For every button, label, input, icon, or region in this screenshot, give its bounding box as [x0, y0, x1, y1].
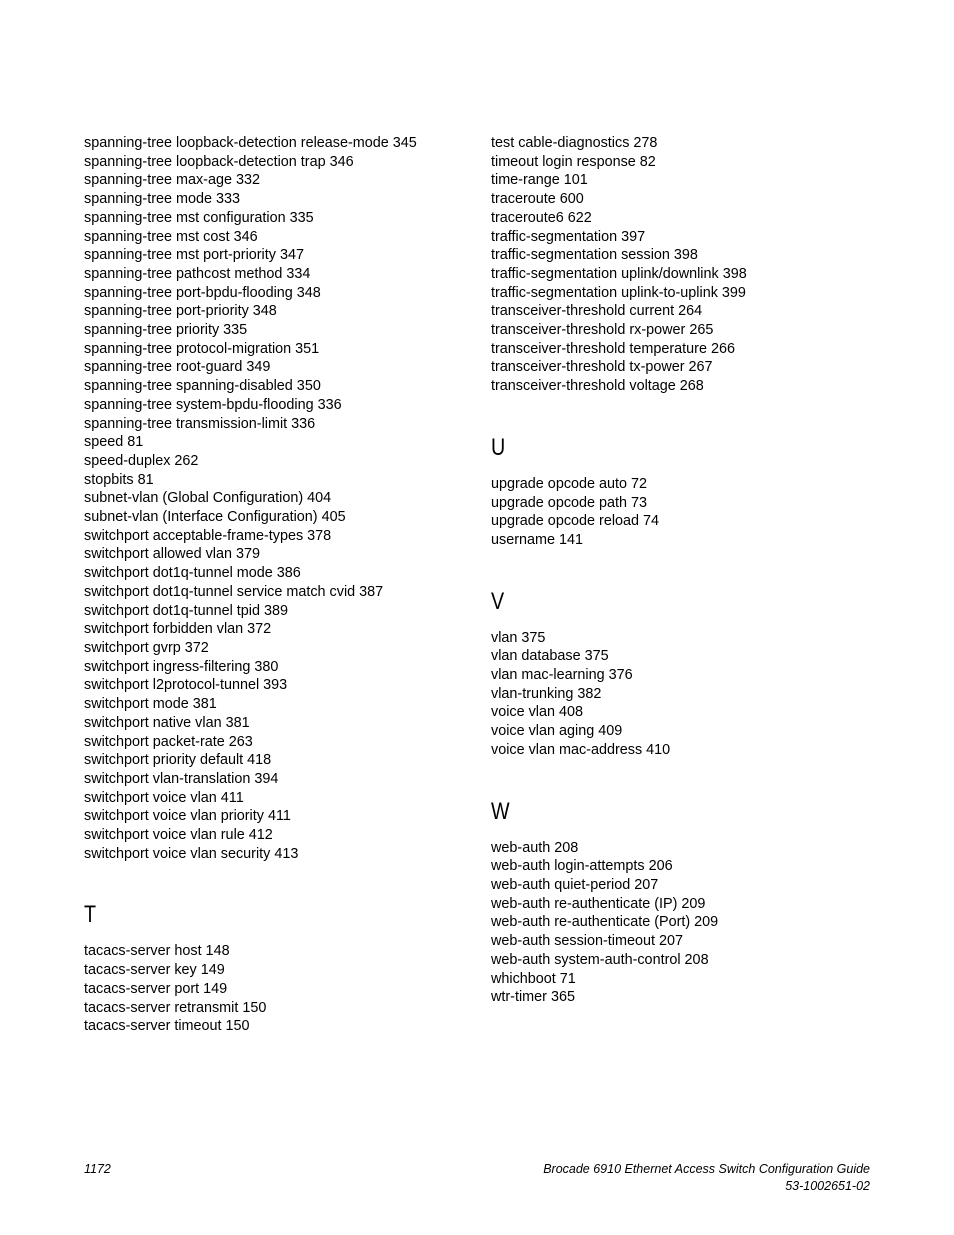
index-entry: switchport mode 381 [84, 696, 217, 713]
index-section-w [491, 839, 871, 1007]
index-entry: voice vlan mac-address 410 [491, 741, 671, 758]
index-letter-heading-u: U [491, 433, 506, 461]
index-entry: web-auth session-timeout 207 [491, 933, 683, 950]
index-entry: spanning-tree loopback-detection release-mode 345 [84, 135, 417, 151]
index-entry: spanning-tree root-guard 349 [84, 359, 271, 376]
index-entry: switchport forbidden vlan 372 [84, 621, 272, 638]
index-entry: timeout login response 82 [491, 153, 656, 170]
index-entry: web-auth quiet-period 207 [491, 876, 659, 893]
index-entry: spanning-tree spanning-disabled 350 [84, 378, 321, 395]
index-section-t [84, 942, 464, 1036]
index-entry: spanning-tree mode 333 [84, 191, 241, 208]
index-entry: traffic-segmentation session 398 [491, 247, 698, 264]
index-entry: web-auth re-authenticate (Port) 209 [491, 914, 719, 931]
index-entry: spanning-tree mst configuration 335 [84, 209, 314, 226]
index-letter-heading-w: W [491, 797, 510, 825]
index-entry: spanning-tree transmission-limit 336 [84, 415, 316, 432]
index-entry: switchport voice vlan rule 412 [84, 827, 273, 844]
index-entry: spanning-tree mst cost 346 [84, 228, 258, 245]
footer-book-title: Brocade 6910 Ethernet Access Switch Configuration Guide [543, 1162, 870, 1176]
index-entry: transceiver-threshold rx-power 265 [491, 322, 714, 339]
index-entry: switchport packet-rate 263 [84, 733, 253, 750]
index-entry: switchport vlan-translation 394 [84, 770, 279, 787]
index-entry: tacacs-server retransmit 150 [84, 999, 267, 1016]
index-entry: web-auth 208 [491, 839, 579, 856]
index-entry: switchport native vlan 381 [84, 714, 250, 731]
index-entry: switchport voice vlan security 413 [84, 845, 299, 862]
index-entry: username 141 [491, 531, 584, 548]
index-entry: traffic-segmentation 397 [491, 228, 646, 245]
index-letter-heading-v: V [491, 587, 505, 615]
index-entry: upgrade opcode path 73 [491, 494, 648, 511]
index-entry: vlan 375 [491, 629, 546, 646]
index-entry: tacacs-server timeout 150 [84, 1018, 250, 1035]
index-entry: transceiver-threshold tx-power 267 [491, 359, 713, 376]
index-entry: web-auth login-attempts 206 [491, 858, 673, 875]
footer-page-number: 1172 [84, 1162, 111, 1176]
index-entry: traceroute 600 [491, 191, 584, 208]
index-entry: spanning-tree system-bpdu-flooding 336 [84, 396, 342, 413]
index-entry: spanning-tree priority 335 [84, 322, 248, 339]
index-entry: switchport allowed vlan 379 [84, 546, 260, 563]
index-entry: traceroute6 622 [491, 209, 592, 226]
index-entry: switchport voice vlan priority 411 [84, 808, 291, 825]
index-left-column [84, 134, 464, 1036]
index-entry: spanning-tree pathcost method 334 [84, 265, 311, 282]
index-letter-heading-t: T [84, 901, 97, 929]
index-entry: time-range 101 [491, 172, 588, 189]
index-entry: subnet-vlan (Global Configuration) 404 [84, 490, 332, 507]
index-section-t-continued [491, 134, 871, 396]
index-entry: speed 81 [84, 434, 144, 451]
index-entry: tacacs-server key 149 [84, 962, 225, 979]
index-entry: switchport l2protocol-tunnel 393 [84, 677, 288, 694]
index-entry: traffic-segmentation uplink-to-uplink 399 [491, 284, 746, 301]
index-entry: vlan database 375 [491, 648, 609, 665]
footer-publication-info [543, 1161, 870, 1194]
index-entry: stopbits 81 [84, 471, 154, 488]
index-entry: voice vlan 408 [491, 704, 584, 721]
index-entry: switchport dot1q-tunnel mode 386 [84, 565, 301, 582]
index-entry: spanning-tree port-priority 348 [84, 303, 277, 320]
index-entry: switchport ingress-filtering 380 [84, 658, 279, 675]
index-entry: switchport acceptable-frame-types 378 [84, 527, 332, 544]
index-entry: switchport dot1q-tunnel tpid 389 [84, 602, 288, 619]
index-entry: transceiver-threshold temperature 266 [491, 340, 735, 357]
index-entry: traffic-segmentation uplink/downlink 398 [491, 265, 747, 282]
index-entry: subnet-vlan (Interface Configuration) 405 [84, 509, 346, 526]
index-section-s-continued [84, 134, 464, 863]
index-entry: transceiver-threshold current 264 [491, 303, 703, 320]
index-entry: tacacs-server host 148 [84, 943, 230, 960]
index-entry: web-auth re-authenticate (IP) 209 [491, 895, 706, 912]
index-entry: tacacs-server port 149 [84, 980, 228, 997]
index-entry: switchport dot1q-tunnel service match cvid 387 [84, 583, 384, 600]
index-section-u [491, 475, 871, 550]
index-entry: spanning-tree mst port-priority 347 [84, 247, 304, 264]
index-entry: vlan-trunking 382 [491, 685, 602, 702]
index-entry: whichboot 71 [491, 970, 576, 987]
index-entry: switchport priority default 418 [84, 752, 272, 769]
index-right-column [491, 134, 871, 1007]
index-entry: spanning-tree port-bpdu-flooding 348 [84, 284, 321, 301]
index-entry: transceiver-threshold voltage 268 [491, 378, 704, 395]
index-entry: vlan mac-learning 376 [491, 667, 633, 684]
footer-doc-number: 53-1002651-02 [785, 1178, 870, 1193]
index-section-v [491, 629, 871, 760]
index-entry: speed-duplex 262 [84, 452, 199, 469]
index-entry: upgrade opcode auto 72 [491, 475, 648, 492]
index-entry: voice vlan aging 409 [491, 723, 623, 740]
index-entry: switchport voice vlan 411 [84, 789, 244, 806]
index-entry: switchport gvrp 372 [84, 639, 209, 656]
index-entry: spanning-tree protocol-migration 351 [84, 340, 320, 357]
index-entry: test cable-diagnostics 278 [491, 135, 658, 151]
index-entry: upgrade opcode reload 74 [491, 513, 660, 530]
index-entry: spanning-tree max-age 332 [84, 172, 260, 189]
index-entry: wtr-timer 365 [491, 989, 575, 1006]
index-entry: web-auth system-auth-control 208 [491, 951, 709, 968]
index-entry: spanning-tree loopback-detection trap 346 [84, 153, 354, 170]
